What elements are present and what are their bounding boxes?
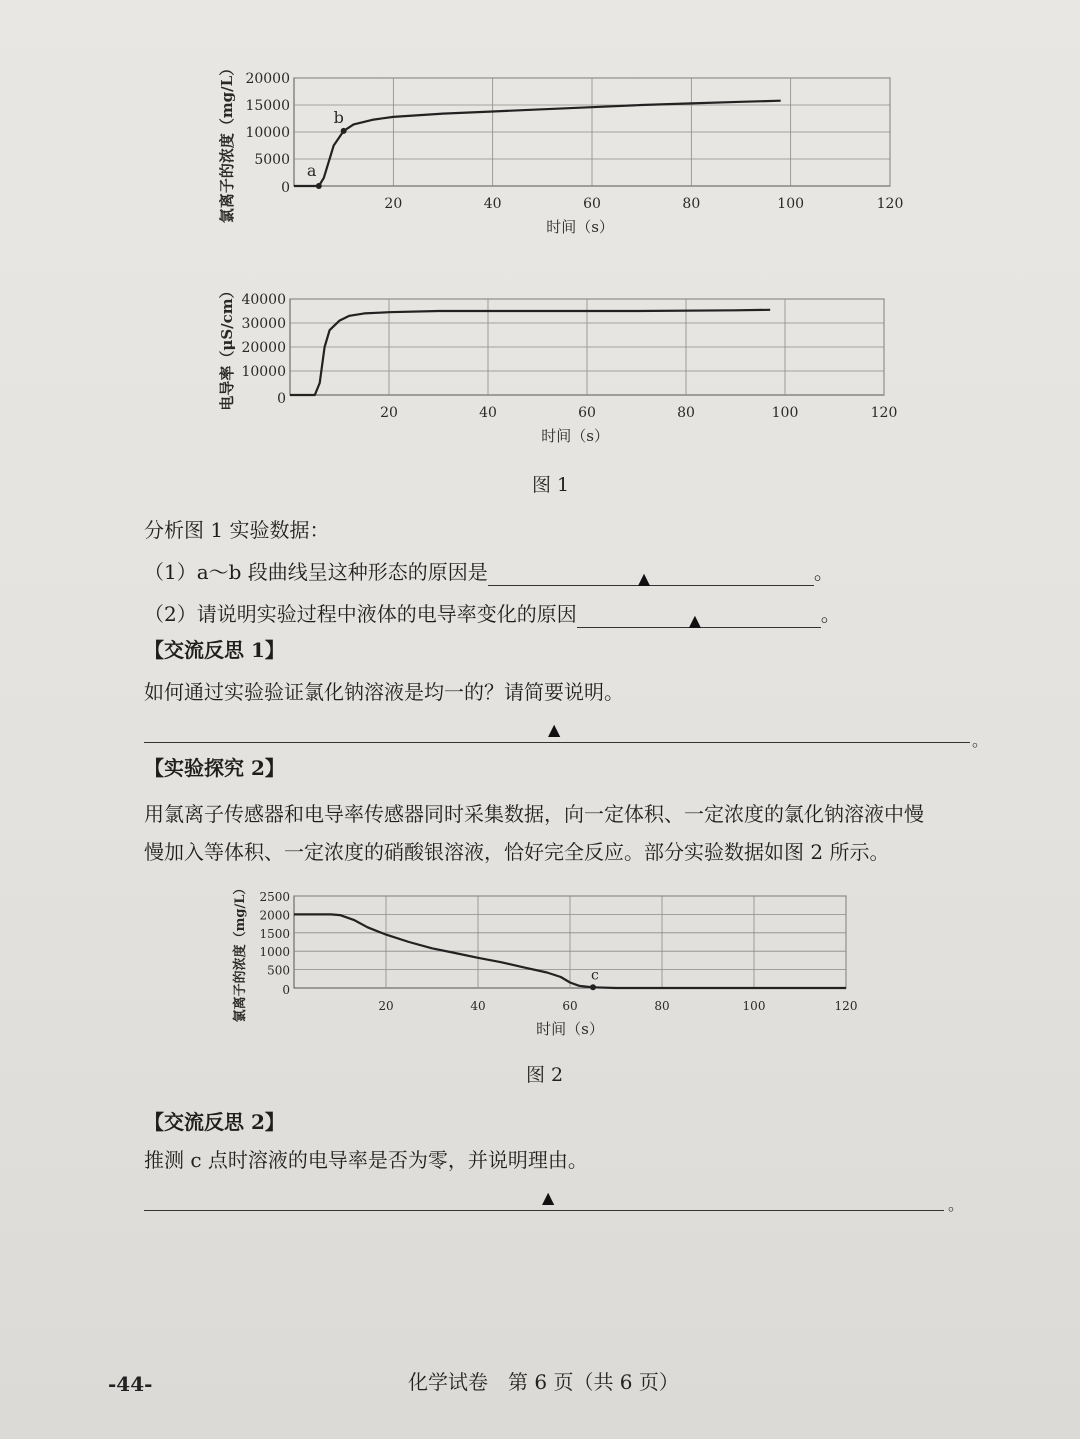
end-mark: 。	[972, 731, 989, 750]
answer-blank-3[interactable]	[144, 718, 970, 743]
point-c	[590, 984, 596, 990]
blank-marker: ▲	[637, 569, 651, 588]
y-tick-label: 20000	[241, 340, 286, 356]
y-tick-label: 5000	[254, 152, 290, 168]
end-mark: 。	[948, 1195, 965, 1214]
answer-blank-1[interactable]	[488, 563, 814, 586]
question-2-text: （2）请说明实验过程中液体的电导率变化的原因	[144, 602, 577, 626]
answer-blank-4[interactable]	[144, 1186, 944, 1211]
y-tick-label: 0	[277, 391, 286, 407]
label-c: c	[591, 967, 599, 984]
x-axis-label: 时间（s）	[536, 1020, 604, 1038]
page-footer-title: 化学试卷 第 6 页（共 6 页）	[408, 1370, 679, 1394]
question-1-text: （1）a～b 段曲线呈这种形态的原因是	[144, 560, 488, 584]
x-tick-label: 40	[470, 999, 486, 1013]
explore2-title: 【实验探究 2】	[144, 756, 285, 780]
chloride-concentration-chart	[0, 60, 1080, 250]
y-tick-label: 500	[267, 963, 290, 978]
y-tick-label: 30000	[241, 316, 286, 332]
reflection1-text: 如何通过实验验证氯化钠溶液是均一的？请简要说明。	[144, 680, 624, 704]
x-tick-label: 20	[384, 196, 403, 212]
x-tick-label: 20	[380, 405, 398, 421]
chart-plot	[218, 61, 903, 236]
x-axis-label: 时间（s）	[546, 218, 614, 236]
x-tick-label: 100	[771, 405, 799, 421]
y-axis-label: 氯离子的浓度（mg/L）	[218, 60, 236, 224]
figure1-caption: 图 1	[532, 474, 570, 496]
reflection2-title: 【交流反思 2】	[144, 1110, 285, 1134]
y-tick-label: 20000	[245, 71, 290, 87]
chart-plot	[218, 283, 897, 445]
x-tick-label: 100	[777, 196, 805, 212]
series-line	[294, 101, 781, 186]
explore2-text-line1: 用氯离子传感器和电导率传感器同时采集数据，向一定体积、一定浓度的氯化钠溶液中慢	[144, 802, 924, 826]
blank-marker: ▲	[688, 611, 702, 630]
y-tick-label: 0	[281, 180, 290, 196]
page-code: -44-	[108, 1372, 153, 1396]
x-tick-label: 120	[876, 196, 904, 212]
y-tick-label: 1500	[259, 926, 290, 941]
x-tick-label: 80	[654, 999, 670, 1013]
x-tick-label: 60	[578, 405, 596, 421]
y-tick-label: 40000	[241, 292, 286, 308]
conductivity-chart	[0, 285, 1080, 455]
x-tick-label: 120	[834, 999, 858, 1013]
question-2	[144, 600, 841, 628]
series-line	[290, 310, 770, 395]
x-tick-label: 40	[479, 405, 497, 421]
y-tick-label: 2000	[259, 908, 290, 923]
y-tick-label: 2500	[259, 890, 290, 904]
x-tick-label: 80	[677, 405, 695, 421]
x-axis-label: 时间（s）	[541, 427, 609, 445]
figure2-caption: 图 2	[526, 1064, 564, 1086]
chart-plot	[232, 882, 857, 1038]
point-b	[341, 128, 347, 134]
end-mark: 。	[813, 560, 834, 584]
y-tick-label: 10000	[245, 125, 290, 141]
reflection1-title: 【交流反思 1】	[144, 638, 285, 662]
x-tick-label: 20	[378, 999, 394, 1013]
y-axis-label: 氯离子的浓度（mg/L）	[233, 881, 248, 1023]
x-tick-label: 100	[742, 999, 766, 1013]
y-axis-label: 电导率（μS/cm）	[218, 283, 236, 411]
y-tick-label: 1000	[259, 945, 290, 960]
y-tick-label: 0	[282, 983, 290, 997]
x-tick-label: 80	[682, 196, 701, 212]
x-tick-label: 60	[583, 196, 601, 212]
y-tick-label: 10000	[241, 364, 286, 380]
y-tick-label: 15000	[245, 98, 290, 114]
chloride-concentration-chart-2	[0, 872, 1080, 1042]
label-a: a	[306, 161, 317, 180]
analysis-intro: 分析图 1 实验数据：	[144, 518, 330, 542]
reflection2-text: 推测 c 点时溶液的电导率是否为零，并说明理由。	[144, 1148, 588, 1172]
answer-blank-2[interactable]	[577, 605, 821, 628]
end-mark: 。	[820, 602, 841, 626]
x-tick-label: 40	[483, 196, 502, 212]
x-tick-label: 60	[562, 999, 578, 1013]
blank-marker: ▲	[542, 1188, 555, 1207]
question-1	[144, 558, 834, 586]
explore2-text-line2: 慢加入等体积、一定浓度的硝酸银溶液，恰好完全反应。部分实验数据如图 2 所示。	[144, 840, 890, 864]
x-tick-label: 120	[870, 405, 898, 421]
point-a	[316, 183, 322, 189]
label-b: b	[333, 107, 344, 127]
blank-marker: ▲	[548, 720, 561, 739]
